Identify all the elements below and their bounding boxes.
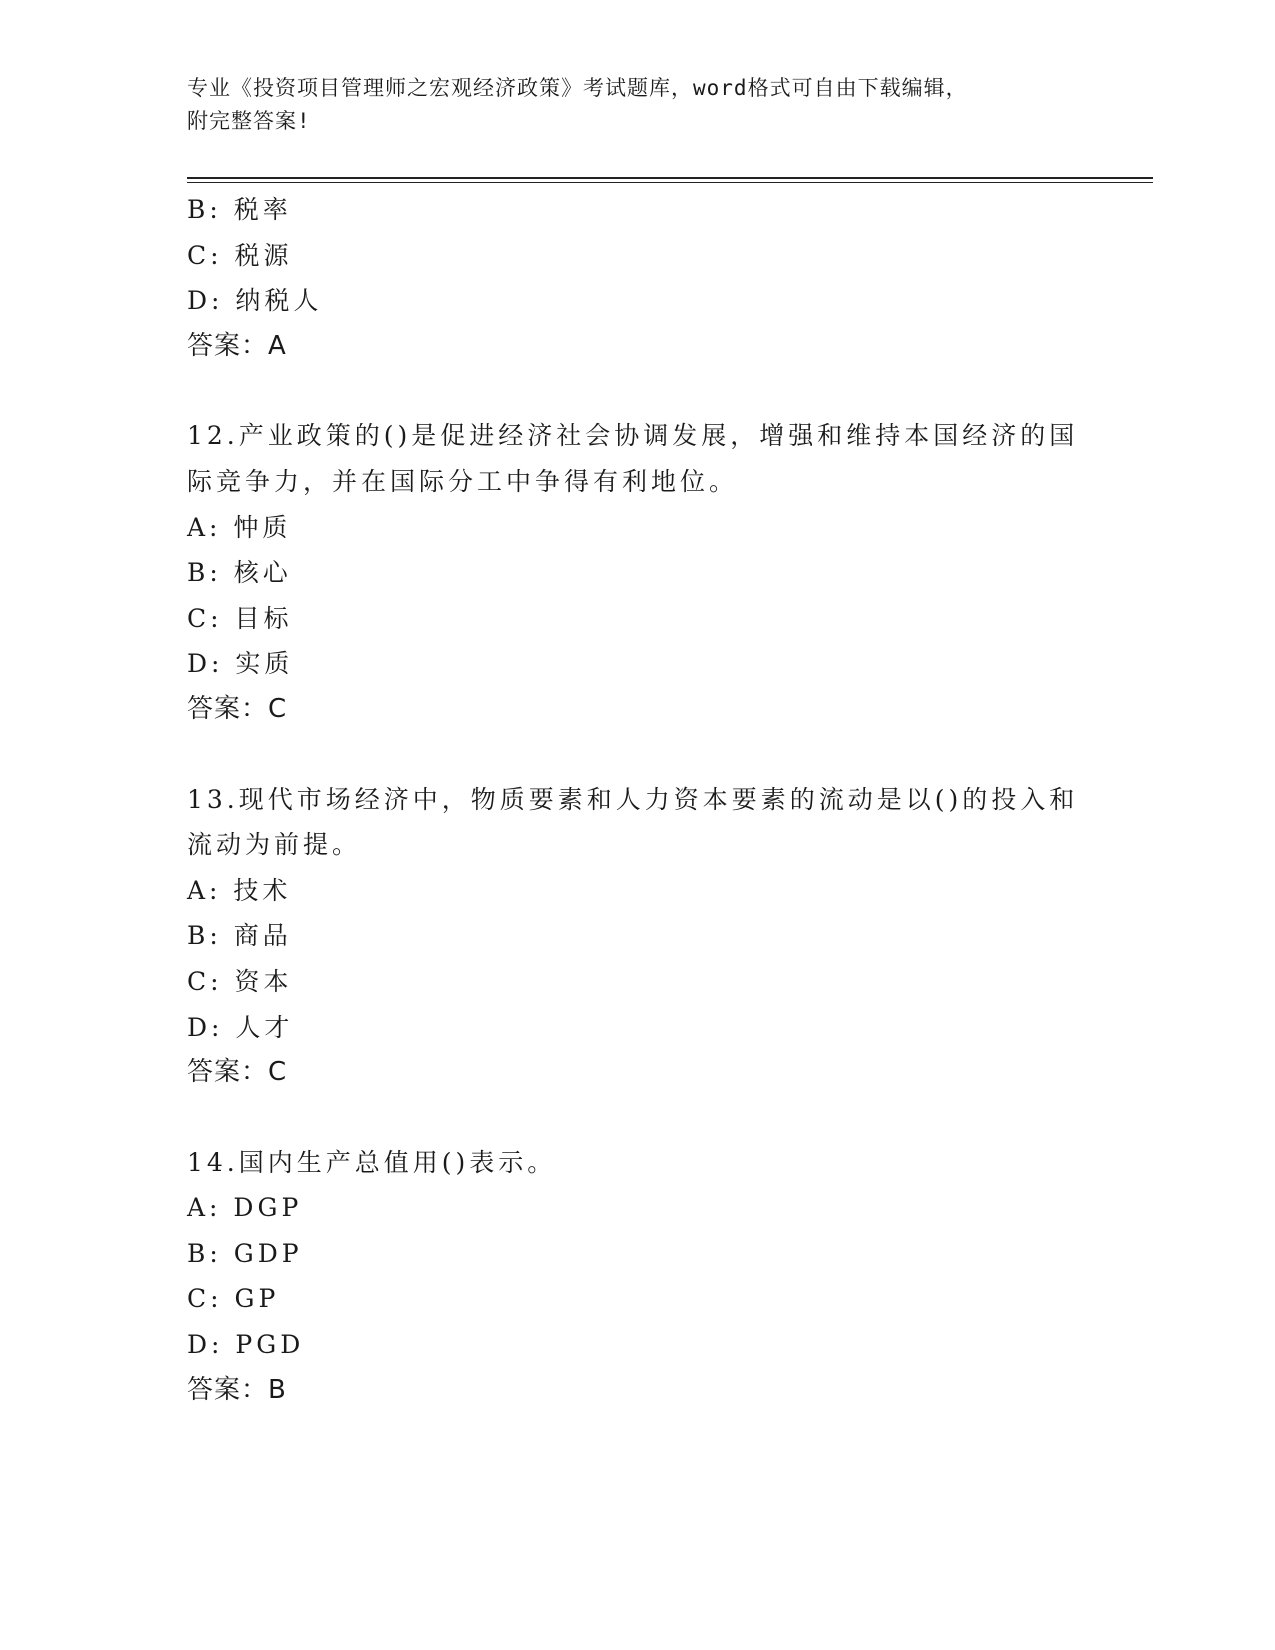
option-c: C: 目标 — [187, 603, 293, 633]
option-a: A: DGP — [187, 1193, 303, 1223]
option-b: B: 税率 — [187, 195, 292, 224]
option-d: D: 纳税人 — [187, 286, 323, 316]
header-line-1: 专业《投资项目管理师之宏观经济政策》考试题库，word格式可自由下载编辑， — [187, 76, 968, 100]
option-a: A: 技术 — [187, 875, 292, 905]
question-text-line-1: 13.现代市场经济中，物质要素和人力资本要素的流动是以()的投入和 — [187, 784, 1079, 814]
option-d: D: PGD — [187, 1330, 305, 1360]
option-b: B: 核心 — [187, 558, 292, 588]
option-d: D: 实质 — [187, 649, 294, 679]
document-body — [187, 187, 1107, 1413]
option-c: C: 税源 — [187, 240, 293, 270]
header-divider-thin — [187, 182, 1153, 183]
question-13 — [187, 777, 1107, 1096]
question-text-line-2: 际竞争力，并在国际分工中争得有利地位。 — [187, 466, 739, 496]
question-11-tail — [187, 187, 1107, 369]
question-text-line-1: 12.产业政策的()是促进经济社会协调发展，增强和维持本国经济的国 — [187, 421, 1079, 451]
question-text-line-2: 流动为前提。 — [187, 830, 362, 860]
answer: 答案：C — [187, 1057, 288, 1088]
option-a: A: 忡质 — [187, 512, 292, 542]
header-line-2: 附完整答案! — [187, 109, 311, 133]
option-c: C: 资本 — [187, 966, 293, 996]
option-b: B: 商品 — [187, 921, 292, 951]
page-header — [187, 72, 1077, 138]
answer: 答案：C — [187, 693, 288, 724]
answer: 答案：A — [187, 330, 287, 361]
option-d: D: 人才 — [187, 1012, 294, 1042]
answer: 答案：B — [187, 1374, 287, 1405]
question-text-line-1: 14.国内生产总值用()表示。 — [187, 1147, 557, 1177]
question-12 — [187, 413, 1107, 732]
question-14 — [187, 1140, 1107, 1414]
option-c: C: GP — [187, 1284, 280, 1314]
option-b: B: GDP — [187, 1238, 303, 1268]
header-divider-thick — [187, 177, 1153, 179]
